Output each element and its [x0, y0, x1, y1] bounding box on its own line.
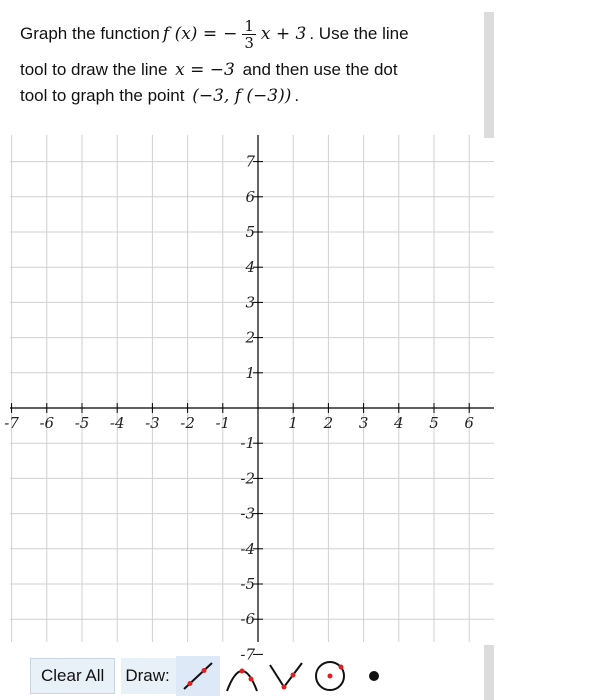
draw-label: Draw: [121, 658, 175, 694]
x-tick-label: 3 [358, 414, 369, 432]
y-tick-label: -2 [240, 469, 255, 488]
circle-tool-icon [310, 657, 350, 695]
coordinate-graph[interactable] [0, 130, 500, 664]
dot-tool-icon [354, 657, 394, 695]
x-tick-label: 5 [429, 414, 439, 432]
y-tick-label: -1 [240, 434, 255, 453]
y-tick-label: -7 [240, 645, 255, 664]
question-text [20, 14, 480, 112]
x-tick-label: 2 [323, 414, 334, 432]
parabola-up-icon [222, 657, 262, 695]
y-tick-label: -3 [240, 504, 255, 523]
y-tick-label: 1 [245, 363, 255, 382]
scrollbar-bottom[interactable] [484, 645, 494, 700]
question-part3: tool to draw the line [20, 60, 168, 79]
x-tick-label: -7 [4, 414, 19, 432]
x-tick-label: -3 [145, 414, 160, 432]
parabola-down-tool-button[interactable] [264, 656, 308, 696]
x-tick-label: -5 [74, 414, 90, 432]
draw-toolbar [30, 657, 396, 695]
question-part4: and then use the dot [242, 60, 398, 79]
line-tool-icon [178, 657, 218, 695]
y-tick-label: 7 [245, 152, 255, 171]
parabola-down-icon [266, 657, 306, 695]
fraction-denominator: 3 [244, 33, 254, 52]
dot-tool-button[interactable] [352, 656, 396, 696]
question-part1: Graph the function [20, 24, 160, 43]
y-tick-label: 5 [245, 223, 255, 241]
x-tick-label: 6 [464, 414, 474, 432]
parabola-up-tool-button[interactable] [220, 656, 264, 696]
line-tool-button[interactable] [176, 656, 220, 696]
question-part5: tool to graph the point [20, 86, 185, 105]
function-rhs: x + 3 [260, 24, 307, 44]
x-tick-label: 4 [394, 414, 404, 432]
y-tick-label: 4 [245, 258, 255, 277]
y-tick-label: -4 [240, 539, 255, 558]
y-tick-label: -5 [240, 575, 255, 593]
x-tick-label: 1 [288, 414, 298, 432]
clear-all-button[interactable]: Clear All [30, 658, 115, 694]
y-tick-label: 6 [245, 187, 255, 206]
x-tick-label: -2 [180, 414, 195, 432]
question-part6: . [294, 86, 300, 105]
x-tick-label: -1 [215, 414, 231, 432]
y-tick-label: 3 [245, 293, 255, 312]
question-part2: . Use the line [309, 24, 409, 43]
circle-tool-button[interactable] [308, 656, 352, 696]
y-tick-label: -6 [240, 610, 255, 629]
line-equation: x = −3 [175, 60, 235, 80]
function-lhs: f (x) = [162, 24, 218, 44]
fraction-numerator: 1 [244, 16, 254, 35]
y-tick-label: 2 [245, 328, 255, 347]
function-fraction [242, 18, 256, 51]
x-tick-label: -4 [109, 414, 125, 432]
x-tick-label: -6 [39, 414, 55, 432]
scrollbar-top[interactable] [484, 12, 494, 138]
point-expression: (−3, f (−3)) [192, 86, 292, 106]
function-sign: − [223, 24, 238, 44]
